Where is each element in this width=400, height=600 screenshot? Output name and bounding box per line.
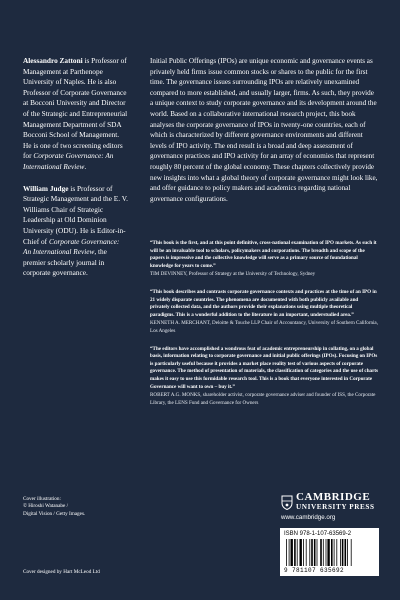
endorsement-attribution: KENNETH A. MERCHANT, Deloitte & Touche LLP Chair of Accountancy, University of Southern California, Los Angeles <box>150 320 378 334</box>
cover-illustration-credit: Cover illustration: © Hiroshi Watanabe / Digital Vision / Getty Images. <box>23 496 86 517</box>
endorsement-attribution: TIM DEVINNEY, Professor of Strategy at the University of Technology, Sydney <box>150 271 316 278</box>
endorsement-text: “This book is the first, and at this point definitive, cross-national examination of IPO markets. As such it will be an invaluable tool to scholars, policymakers and corporations. The breadth and scope of the papers is impressive and the collective knowledge will serve as a primary source of foundational knowledge for years to come.” <box>150 240 377 269</box>
endorsement <box>150 240 378 279</box>
bio-zattoni: Alessandro Zattoni is Professor of Management at Parthenope University of Naples. He is also Professor of Corporate Governance at Bocconi University and Director of the Strategic and Entrepreneurial Management Department of SDA Bocconi School of Management. He is one of two screening editors for Corporate Governance: An International Review. <box>23 56 128 171</box>
publisher-subname: UNIVERSITY PRESS <box>296 503 375 511</box>
isbn-barcode <box>280 528 379 576</box>
endorsement-attribution: ROBERT A.G. MONKS, shareholder activist, corporate governance adviser and founder of ISS, the Corporate Library, the LENS Fund and Governance for Owners <box>150 392 376 406</box>
isbn-label: ISBN 978-1-107-63569-2 <box>284 531 352 537</box>
isbn-digits: 9 781107 635692 <box>284 567 345 574</box>
shield-icon <box>281 495 293 510</box>
endorsement <box>150 346 378 408</box>
cover-design-credit: Cover designed by Hart McLeod Ltd <box>23 569 100 575</box>
bio-judge: William Judge is Professor of Strategic Management and the E. V. Williams Chair of Strategic Leadership at Old Dominion University (ODU). He is Editor-in-Chief of Corporate Governance: An International Review, the premier scholarly journal in corporate governance. <box>23 183 128 278</box>
endorsement <box>150 289 378 336</box>
endorsement-text: “This book describes and contrasts corporate governance contexts and practices at the time of an IPO in 21 widely disparate countries. The phenomena are documented with both publicly available and privately collected data, and the authors provide their explanations using multiple theoretical paradigms. This is a wonderful addition to the literature in an important, understudied area.” <box>150 288 377 318</box>
barcode-icon <box>284 539 375 567</box>
publisher-name: CAMBRIDGE <box>296 491 371 503</box>
author-bios <box>23 56 129 290</box>
book-description: Initial Public Offerings (IPOs) are unique economic and governance events as privately held firms issue common stocks or shares to the public for the first time. The governance issues surrounding IPOs are relatively unexamined compared to more established, and usually larger, firms. As such, they provide a unique context to study corporate governance and its development around the world. Based on a collaborative international research project, this book analyses the corporate governance of IPOs in twenty-one countries, each of which is characterized by different governance environments and different levels of IPO activity. The end result is a broad and deep assessment of governance practices and IPO activity for an array of economies that represent roughly 80 percent of the global economy. These chapters collectively provide new insights into what a global theory of corporate governance might look like, and offer guidance to policy makers and academics regarding national governance configurations. <box>150 57 378 203</box>
publisher-logo <box>281 492 381 521</box>
bio-name: Alessandro Zattoni <box>23 56 83 65</box>
endorsement-text: “The editors have accomplished a wondrous feat of academic entrepreneurship in collating, on a global basis, information relating to corporate governance and initial public offerings (IPOs). Focusing on IPOs is particularly useful because it provides a market place reality test of various aspects of corporate governance. The method of presentation of materials, the classification of categories and the use of charts makes it easy to use this formidable research tool. This is a book that everyone interested in Corporate Governance will want to own – buy it.” <box>150 345 379 390</box>
publisher-url: www.cambridge.org <box>281 514 336 521</box>
endorsements <box>150 240 378 417</box>
bio-name: William Judge <box>23 183 69 193</box>
